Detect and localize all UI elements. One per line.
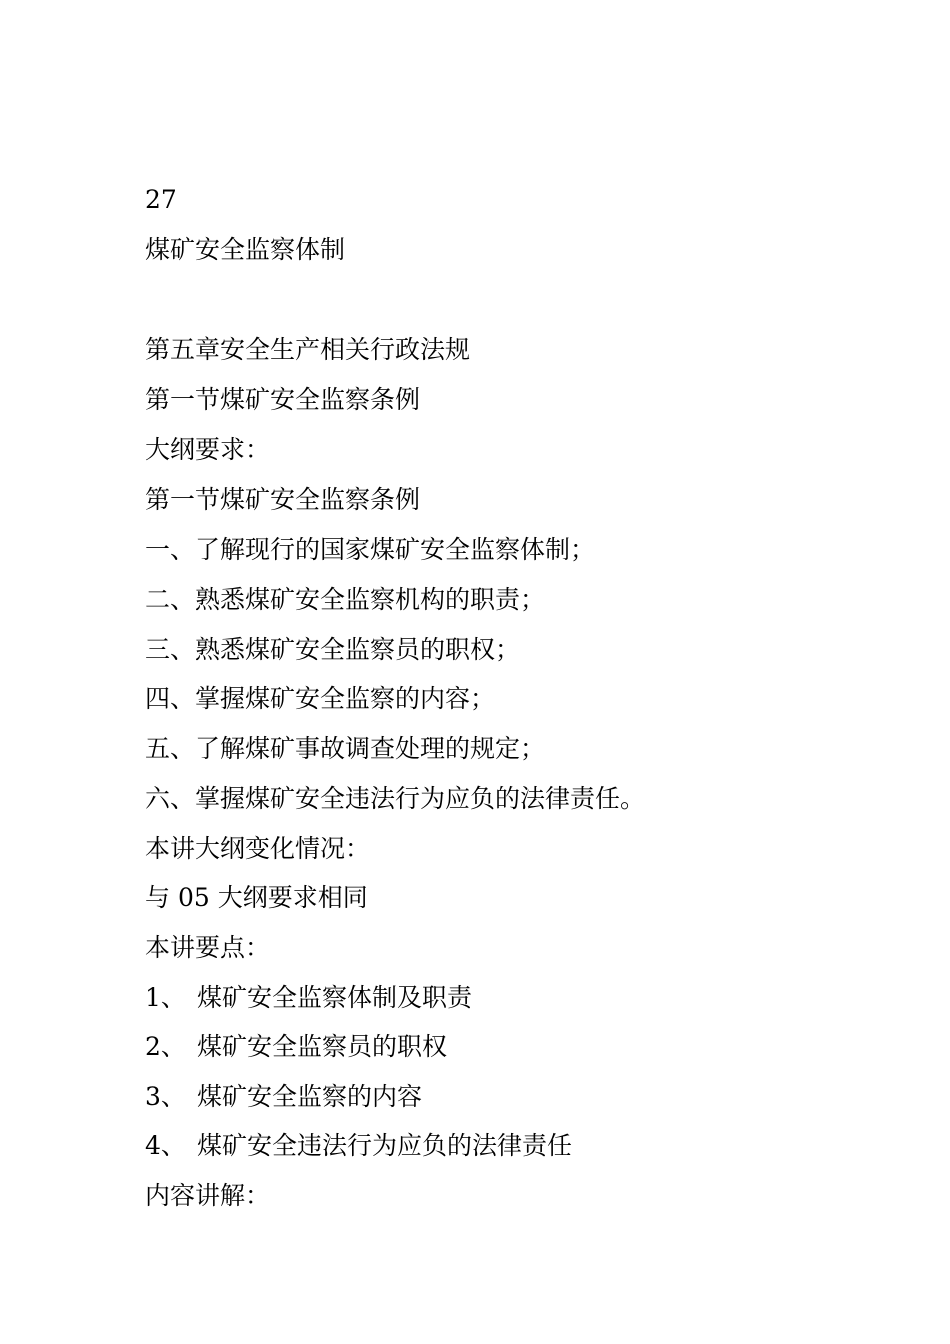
heading-top: 煤矿安全监察体制 <box>145 235 346 264</box>
requirement-item: 三、熟悉煤矿安全监察员的职权； <box>145 635 521 664</box>
chapter-title: 第五章安全生产相关行政法规 <box>145 335 471 364</box>
key-point-item <box>145 1032 447 1062</box>
requirement-item: 四、掌握煤矿安全监察的内容； <box>145 684 496 713</box>
key-point-number: 3、 <box>145 1082 186 1111</box>
key-point-item <box>145 983 472 1013</box>
section-title: 第一节煤矿安全监察条例 <box>145 385 421 414</box>
key-point-text: 煤矿安全违法行为应负的法律责任 <box>197 1131 573 1160</box>
key-point-number: 4、 <box>145 1131 186 1160</box>
key-points-label: 本讲要点： <box>145 933 271 962</box>
key-point-item <box>145 1131 572 1161</box>
key-point-text: 煤矿安全监察的内容 <box>197 1082 423 1111</box>
key-point-item <box>145 1082 422 1112</box>
key-point-number: 2、 <box>145 1032 186 1061</box>
requirement-item: 二、熟悉煤矿安全监察机构的职责； <box>145 585 546 614</box>
changes-text: 与 05 大纲要求相同 <box>145 883 368 912</box>
key-point-text: 煤矿安全监察员的职权 <box>197 1032 448 1061</box>
document-page <box>145 0 905 1344</box>
content-label: 内容讲解： <box>145 1181 271 1210</box>
key-point-number: 1、 <box>145 983 186 1012</box>
outline-section: 第一节煤矿安全监察条例 <box>145 485 421 514</box>
requirement-item: 一、了解现行的国家煤矿安全监察体制； <box>145 535 596 564</box>
requirement-item: 六、掌握煤矿安全违法行为应负的法律责任。 <box>145 784 646 813</box>
requirement-item: 五、了解煤矿事故调查处理的规定； <box>145 734 546 763</box>
page-number: 27 <box>145 185 177 214</box>
changes-label: 本讲大纲变化情况： <box>145 834 371 863</box>
key-point-text: 煤矿安全监察体制及职责 <box>197 983 473 1012</box>
outline-label: 大纲要求： <box>145 435 271 464</box>
